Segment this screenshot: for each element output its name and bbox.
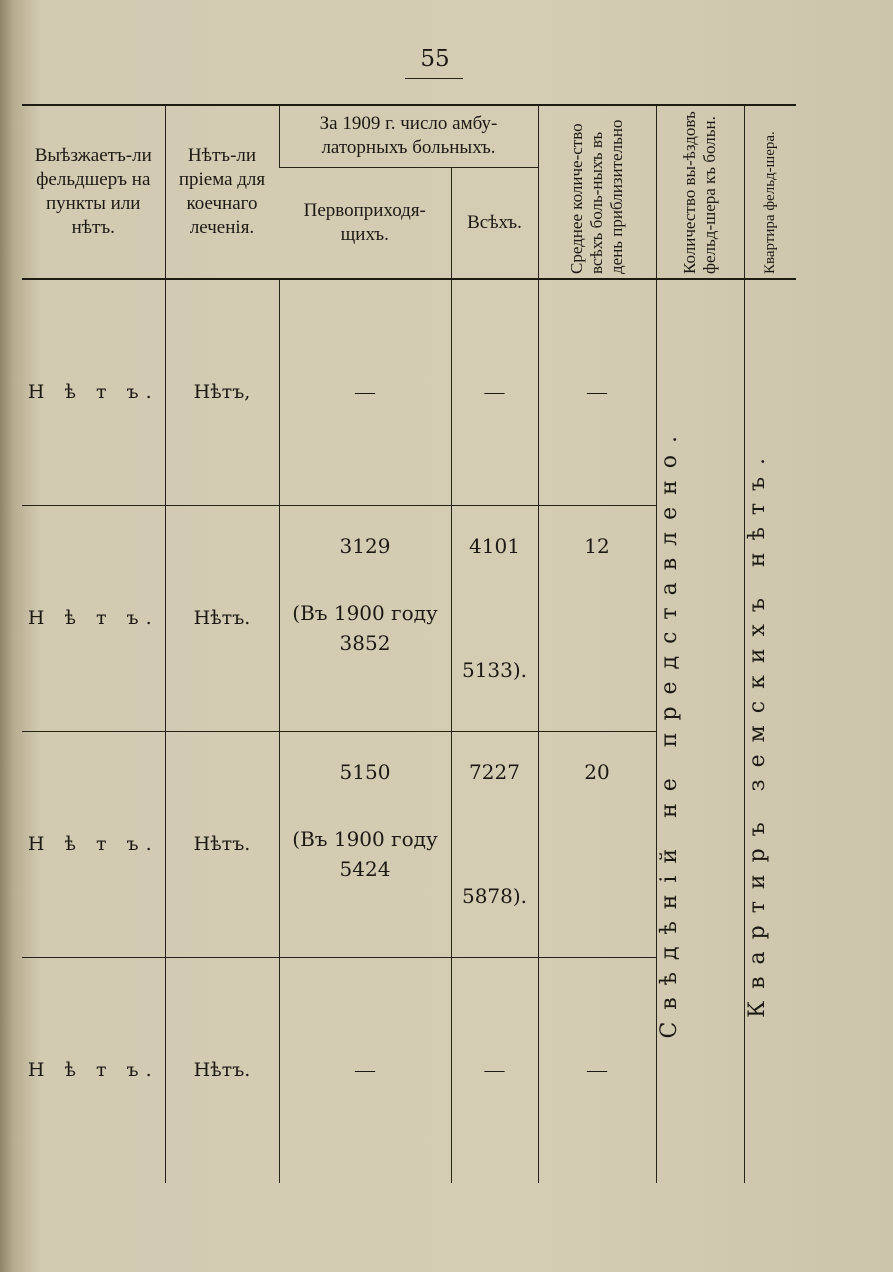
cell-col1: Н ѣ т ъ. — [22, 505, 165, 731]
header-row-top — [22, 105, 796, 167]
cell-col5: 12 — [538, 505, 656, 731]
cell-col1: Н ѣ т ъ. — [22, 279, 165, 505]
header-col3: Первоприходя-щихъ. — [303, 199, 426, 245]
page-number-rule — [405, 78, 463, 79]
header-col1: Выѣзжаетъ-ли фельдшеръ на пункты или нѣтъ. — [22, 105, 165, 279]
cell-col4: 7227 5878). — [451, 731, 538, 957]
cell-col4: — — [451, 279, 538, 505]
header-col4: Всѣхъ. — [451, 167, 538, 279]
cell-col1: Н ѣ т ъ. — [27, 1059, 159, 1082]
header-group: За 1909 г. число амбу-латорныхъ больныхъ. — [279, 105, 538, 167]
cell-col2: Нѣтъ. — [165, 505, 279, 731]
cell-col3: — — [279, 957, 451, 1183]
table-row — [22, 279, 796, 505]
cell-col4: — — [451, 957, 538, 1183]
cell-col2: Нѣтъ. — [165, 957, 279, 1183]
cell-col1: Н ѣ т ъ. — [22, 731, 165, 957]
cell-col2: Нѣтъ. — [165, 731, 279, 957]
cell-col5: 20 — [538, 731, 656, 957]
cell-col4: 4101 5133). — [451, 505, 538, 731]
cell-col2: Нѣтъ, — [165, 279, 279, 505]
merged-col7: Квартиръ земскихъ нѣтъ. — [744, 279, 796, 1183]
header-col5: Среднее количе-ство всѣхъ боль-ныхъ въ день приблизительно — [538, 105, 656, 279]
register-table — [22, 104, 796, 1183]
header-col7: Квартира фельд-шера. — [744, 105, 796, 279]
cell-col3: 5150 (Въ 1900 году 5424 — [279, 731, 451, 957]
cell-col5: — — [538, 279, 656, 505]
cell-col5: — — [538, 957, 656, 1183]
header-col6: Количество вы-ѣздовъ фельд-шера къ больн. — [656, 105, 744, 279]
cell-col3: — — [279, 279, 451, 505]
header-col2: Нѣтъ-ли пріема для коечнаго леченія. — [165, 105, 279, 279]
page-number: 55 — [420, 46, 450, 72]
cell-col3: 3129 (Въ 1900 году 3852 — [279, 505, 451, 731]
merged-col6: Свѣдѣній не представлено. — [656, 279, 744, 1183]
